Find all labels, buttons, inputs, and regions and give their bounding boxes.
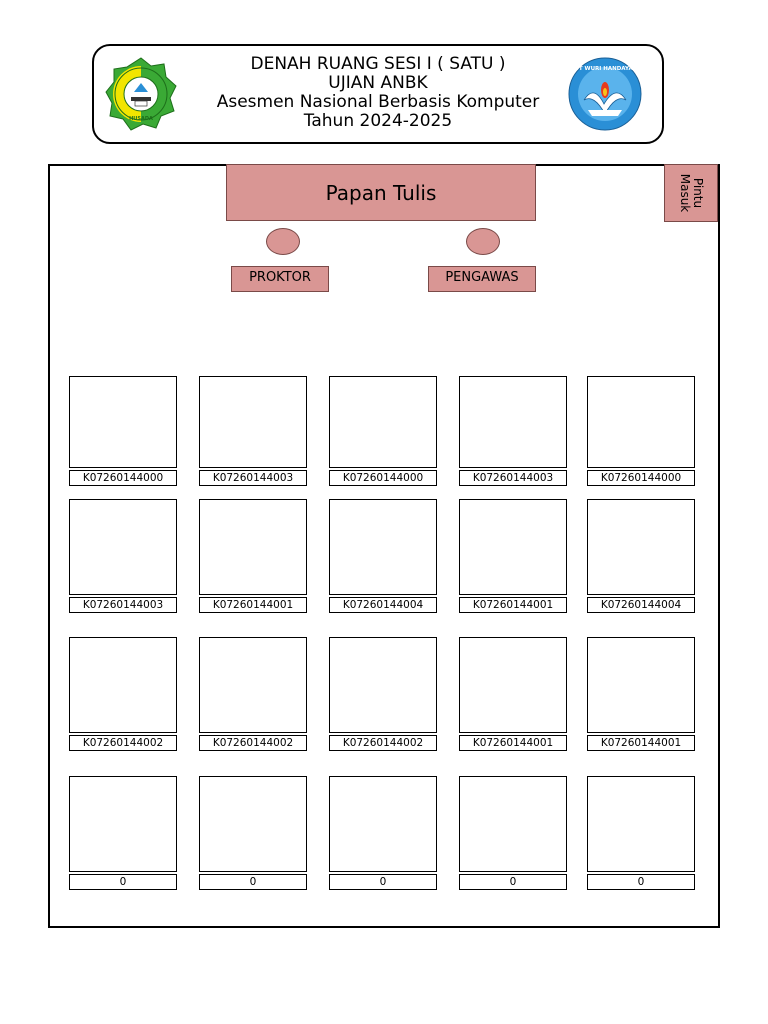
desk (587, 376, 695, 468)
desk (69, 637, 177, 733)
seat-label: K07260144002 (199, 735, 307, 751)
supervisor-seat (466, 228, 500, 255)
proctor-seat (266, 228, 300, 255)
desk (459, 776, 567, 872)
door-label-line2: Masuk (678, 173, 692, 213)
desk (587, 776, 695, 872)
seat-label: K07260144002 (69, 735, 177, 751)
seat-label: 0 (587, 874, 695, 890)
desk (329, 637, 437, 733)
desk (69, 776, 177, 872)
document-header (92, 44, 664, 144)
seat-label: K07260144001 (199, 597, 307, 613)
supervisor-label: PENGAWAS (428, 266, 536, 292)
header-description: Asesmen Nasional Berbasis Komputer (216, 92, 540, 112)
svg-text:HUSADA: HUSADA (129, 116, 153, 122)
seat-label: K07260144003 (69, 597, 177, 613)
seat-label: K07260144003 (199, 470, 307, 486)
entrance-door (664, 164, 718, 222)
proctor-label: PROKTOR (231, 266, 329, 292)
seat-label: 0 (459, 874, 567, 890)
svg-text:TUT WURI HANDAYANI: TUT WURI HANDAYANI (570, 66, 640, 72)
seat-label: K07260144001 (459, 735, 567, 751)
seat-label: K07260144004 (329, 597, 437, 613)
door-label-line1: Pintu (691, 177, 705, 209)
desk (199, 376, 307, 468)
header-title: DENAH RUANG SESI I ( SATU ) (250, 54, 506, 74)
desk (199, 637, 307, 733)
desk (459, 637, 567, 733)
desk (587, 499, 695, 595)
seat-label: 0 (69, 874, 177, 890)
seat-label: K07260144001 (587, 735, 695, 751)
seat-label: 0 (199, 874, 307, 890)
desk (329, 776, 437, 872)
seat-label: K07260144004 (587, 597, 695, 613)
desk (587, 637, 695, 733)
desk (459, 376, 567, 468)
seat-label: K07260144000 (69, 470, 177, 486)
seat-label: K07260144001 (459, 597, 567, 613)
seat-label: K07260144002 (329, 735, 437, 751)
desk (329, 499, 437, 595)
whiteboard (226, 164, 536, 221)
desk (69, 499, 177, 595)
desk (329, 376, 437, 468)
header-year: Tahun 2024-2025 (303, 111, 453, 131)
seat-label: 0 (329, 874, 437, 890)
desk (69, 376, 177, 468)
seat-label: K07260144000 (587, 470, 695, 486)
seat-label: K07260144000 (329, 470, 437, 486)
door-label (678, 174, 704, 213)
header-subtitle: UJIAN ANBK (328, 73, 428, 93)
desk (199, 776, 307, 872)
seat-label: K07260144003 (459, 470, 567, 486)
desk (459, 499, 567, 595)
desk (199, 499, 307, 595)
whiteboard-label: Papan Tulis (325, 180, 437, 205)
